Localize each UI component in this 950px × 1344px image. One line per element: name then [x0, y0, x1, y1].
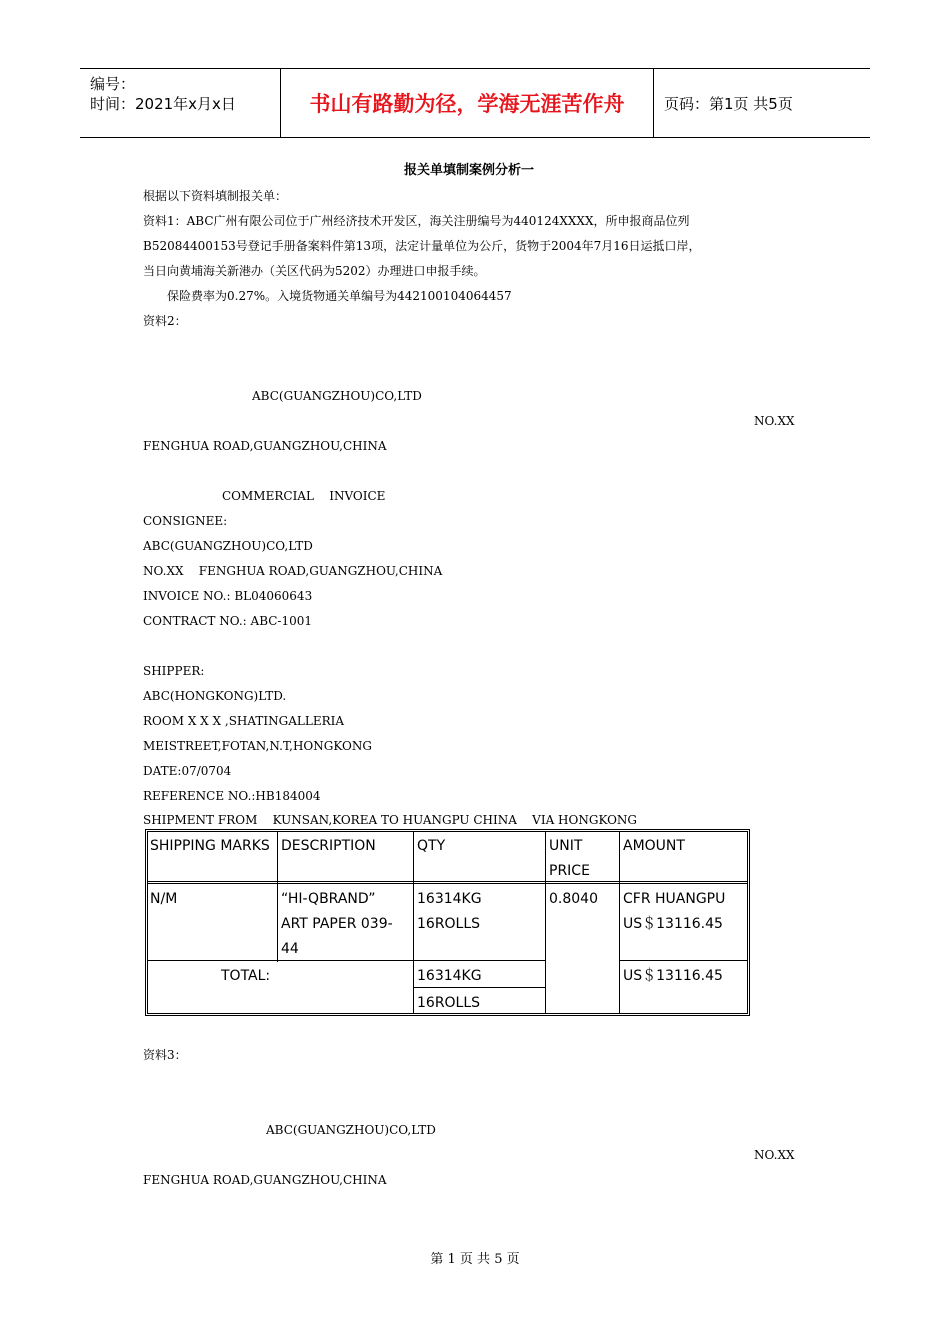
reference-number: REFERENCE NO.:HB184004 [143, 789, 321, 803]
shipper-label: SHIPPER: [143, 664, 205, 678]
invoice-number: INVOICE NO.: BL04060643 [143, 589, 313, 603]
row-amount-terms: CFR HUANGPU [623, 891, 726, 907]
company-road: FENGHUA ROAD,GUANGZHOU,CHINA [143, 439, 387, 453]
material1-line3: 当日向黄埔海关新港办（关区代码为5202）办理进口申报手续。 [143, 264, 486, 278]
shipment-route: SHIPMENT FROM KUNSAN,KOREA TO HUANGPU CHINA VIA HONGKONG [143, 813, 638, 827]
table-divider [619, 960, 747, 961]
number-label: 编号： [90, 75, 136, 93]
row-description-line3: 44 [281, 941, 299, 957]
header-page-info: 页码：第1页 共5页 [664, 94, 793, 113]
consignee-name: ABC(GUANGZHOU)CO,LTD [143, 539, 313, 553]
contract-number: CONTRACT NO.: ABC-1001 [143, 614, 313, 628]
total-amount: US＄13116.45 [623, 968, 723, 984]
total-qty-rolls: 16ROLLS [417, 995, 481, 1011]
row-description-line2: ART PAPER 039- [281, 916, 393, 932]
shipper-name: ABC(HONGKONG)LTD. [143, 689, 287, 703]
row-unit-price: 0.8040 [549, 891, 598, 907]
material2-label: 资料2： [143, 314, 187, 328]
consignee-address: NO.XX FENGHUA ROAD,GUANGZHOU,CHINA [143, 564, 443, 578]
page-header [80, 68, 870, 138]
row-qty-weight: 16314KG [417, 891, 482, 907]
header-motto: 书山有路勤为径，学海无涯苦作舟 [281, 69, 654, 137]
total-label: TOTAL: [221, 968, 271, 984]
header-unit: UNIT [549, 838, 583, 854]
time-label: 时间：2021年x月x日 [90, 95, 236, 113]
row-marks: N/M [150, 891, 178, 907]
header-qty: QTY [417, 838, 446, 854]
company-no-3: NO.XX [754, 1148, 795, 1162]
material3-label: 资料3： [143, 1048, 187, 1062]
company-no: NO.XX [754, 414, 795, 428]
total-qty-weight: 16314KG [417, 968, 482, 984]
company-road-3: FENGHUA ROAD,GUANGZHOU,CHINA [143, 1173, 387, 1187]
row-amount-value: US＄13116.45 [623, 916, 723, 932]
document-title: 报关单填制案例分析一 [404, 163, 535, 178]
table-divider [148, 960, 545, 961]
company-name: ABC(GUANGZHOU)CO,LTD [252, 389, 422, 403]
header-description: DESCRIPTION [281, 838, 376, 854]
header-shipping-marks: SHIPPING MARKS [150, 838, 270, 854]
page-footer: 第 1 页 共 5 页 [430, 1252, 520, 1267]
company-name-3: ABC(GUANGZHOU)CO,LTD [266, 1123, 436, 1137]
row-qty-rolls: 16ROLLS [417, 916, 481, 932]
shipper-address2: MEISTREET,FOTAN,N.T,HONGKONG [143, 739, 372, 753]
shipper-address1: ROOM X X X ,SHATINGALLERIA [143, 714, 345, 728]
material1-line2: B52084400153号登记手册备案料件第13项，法定计量单位为公斤，货物于2004年7月16日运抵口岸， [143, 239, 701, 253]
consignee-label: CONSIGNEE: [143, 514, 228, 528]
material1-line1: 资料1：ABC广州有限公司位于广州经济技术开发区，海关注册编号为440124XXXX，所申报商品位列 [143, 214, 690, 228]
row-description-line1: “HI-QBRAND” [281, 891, 376, 907]
table-divider [148, 881, 747, 884]
invoice-title: COMMERCIAL INVOICE [222, 489, 386, 503]
header-amount: AMOUNT [623, 838, 685, 854]
invoice-date: DATE:07/0704 [143, 764, 232, 778]
header-meta [80, 69, 281, 137]
material1-line4: 保险费率为0.27%。入境货物通关单编号为442100104064457 [167, 289, 512, 303]
intro-text: 根据以下资料填制报关单： [143, 189, 288, 203]
header-price: PRICE [549, 863, 590, 879]
